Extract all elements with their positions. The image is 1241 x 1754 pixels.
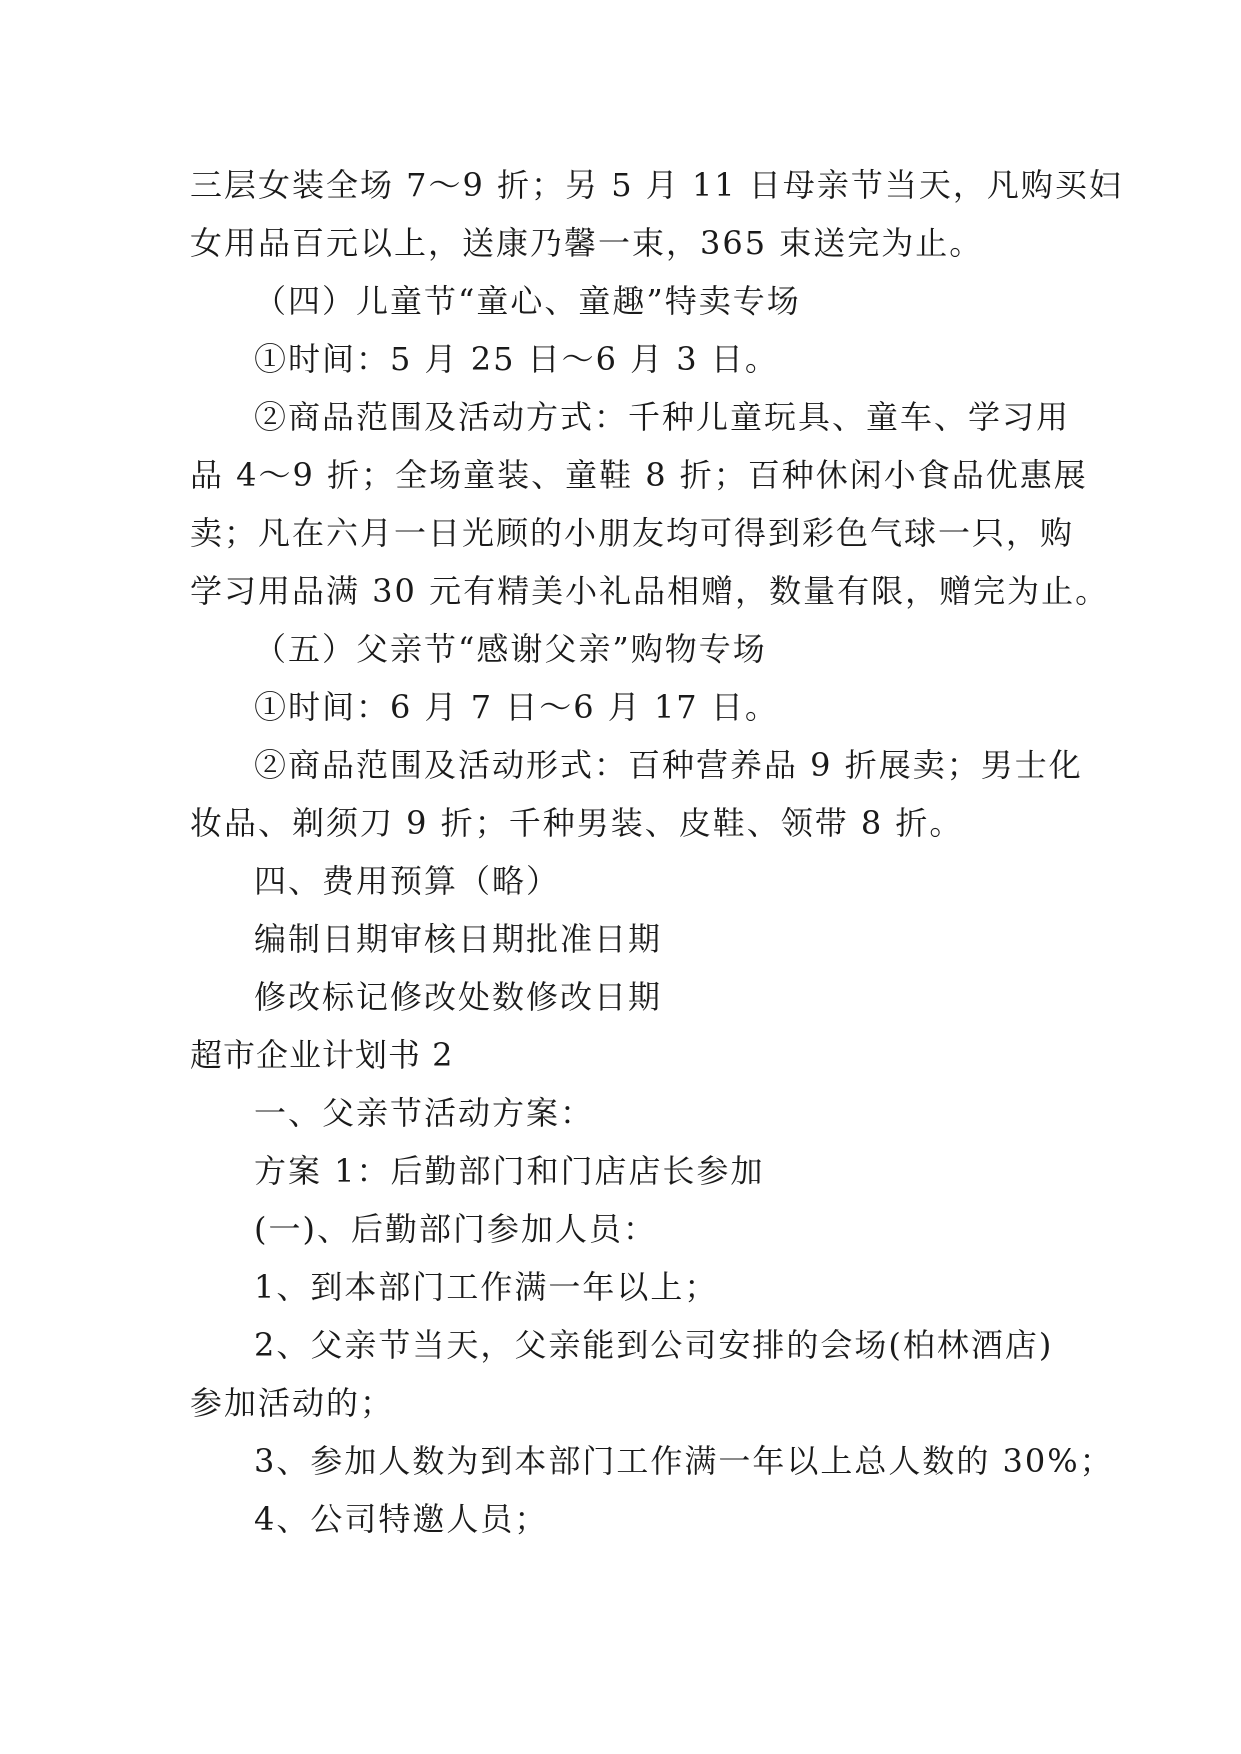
text-line-15: 修改标记修改处数修改日期 (254, 978, 663, 1016)
text-line-8: 学习用品满 30 元有精美小礼品相赠，数量有限，赠完为止。 (190, 572, 1110, 610)
text-line-6: 品 4～9 折；全场童装、童鞋 8 折；百种休闲小食品优惠展 (190, 456, 1088, 494)
text-line-1: 三层女装全场 7～9 折；另 5 月 11 日母亲节当天，凡购买妇 (190, 166, 1123, 204)
text-line-12: 妆品、剃须刀 9 折；千种男装、皮鞋、领带 8 折。 (190, 804, 964, 842)
text-line-5: ②商品范围及活动方式：千种儿童玩具、童车、学习用 (254, 398, 1071, 436)
section-heading-fathers-day: （五）父亲节“感谢父亲”购物专场 (254, 630, 767, 668)
section-heading-budget: 四、费用预算（略） (254, 862, 561, 900)
document-page (190, 156, 1123, 1548)
list-item-1: 1、到本部门工作满一年以上； (254, 1268, 719, 1306)
section-heading-fathers-day-plan: 一、父亲节活动方案： (254, 1094, 595, 1132)
section-heading-children-day: （四）儿童节“童心、童趣”特卖专场 (254, 282, 801, 320)
text-line-10: ①时间：6 月 7 日～6 月 17 日。 (254, 688, 779, 726)
text-line-18: 方案 1：后勤部门和门店店长参加 (254, 1152, 765, 1190)
list-item-3: 3、参加人数为到本部门工作满一年以上总人数的 30%； (254, 1442, 1114, 1480)
text-line-4: ①时间：5 月 25 日～6 月 3 日。 (254, 340, 779, 378)
text-line-14: 编制日期审核日期批准日期 (254, 920, 663, 958)
text-line-2: 女用品百元以上，送康乃馨一束，365 束送完为止。 (190, 224, 984, 262)
text-line-11: ②商品范围及活动形式：百种营养品 9 折展卖；男士化 (254, 746, 1083, 784)
list-item-2-continued: 参加活动的； (190, 1384, 395, 1422)
text-line-19: (一)、后勤部门参加人员： (254, 1210, 657, 1248)
text-line-7: 卖；凡在六月一日光顾的小朋友均可得到彩色气球一只，购 (190, 514, 1075, 552)
list-item-2: 2、父亲节当天，父亲能到公司安排的会场(柏林酒店) (254, 1326, 1054, 1364)
list-item-4: 4、公司特邀人员； (254, 1500, 549, 1538)
document-title: 超市企业计划书 2 (190, 1036, 454, 1074)
